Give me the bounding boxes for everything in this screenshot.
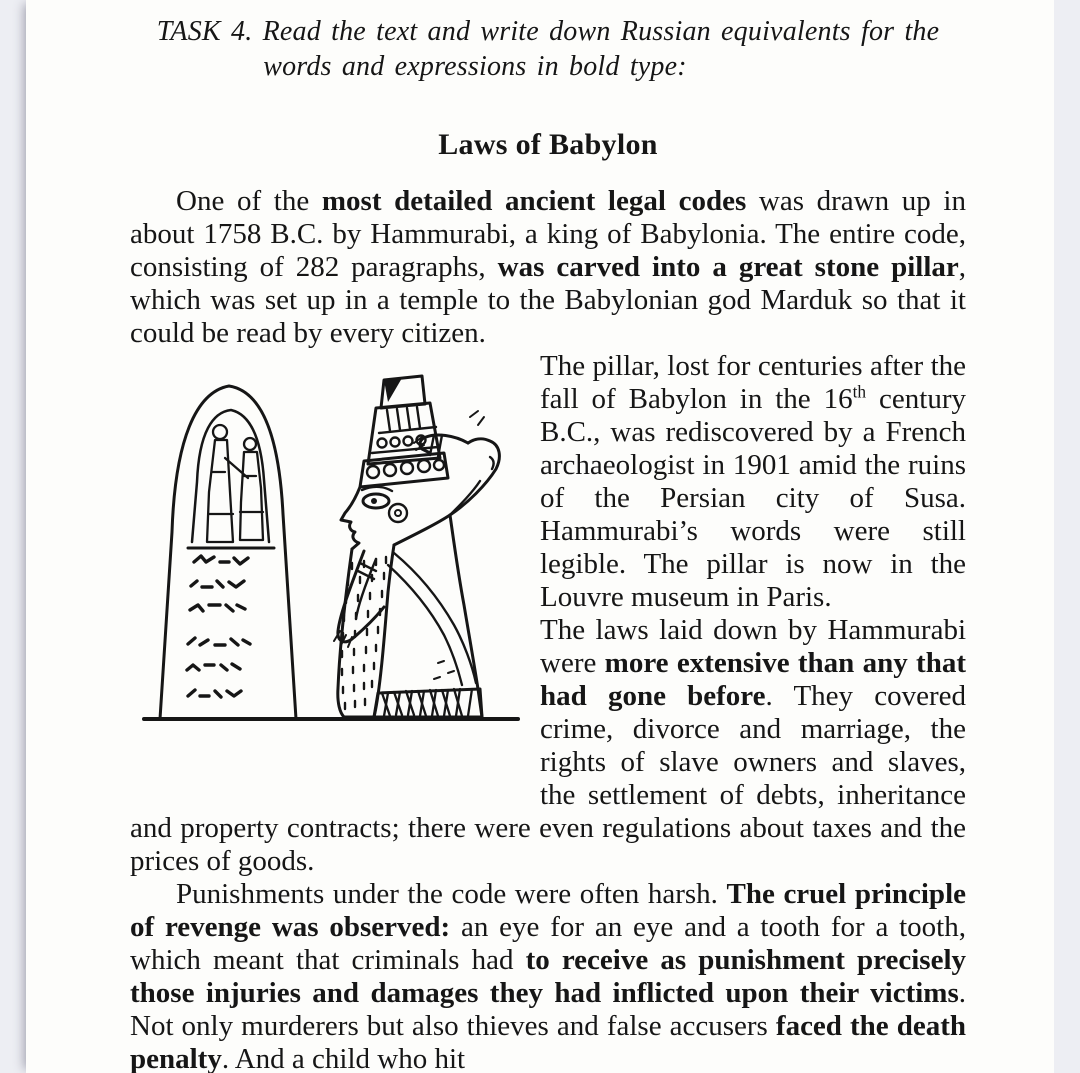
illustration-figure <box>130 350 540 780</box>
page-left-margin <box>0 0 26 1073</box>
text-segment: . And a child who hit <box>221 1043 466 1073</box>
document-page <box>26 0 1054 1073</box>
text-segment: was drawn up in about 1758 B.C. by Hammurabi, a king of Babylonia. The entire code, consisting of 282 paragraphs, <box>130 185 966 283</box>
text-segment: . They covered crime, divorce and marriage, the rights of slave owners and slaves, the settlement of debts, inheritance and property contracts; there were even regulations about taxes and the prices of goods. <box>130 680 966 877</box>
page-right-margin <box>1054 0 1080 1073</box>
bold-text-segment: faced the death penalty <box>130 1010 966 1073</box>
bold-text-segment: was carved into a great stone pillar <box>497 251 959 283</box>
task-instruction-line1: TASK 4. Read the text and write down Russian equivalents for the <box>156 16 940 47</box>
text-segment: th <box>852 381 867 402</box>
king-figure-drawing <box>334 376 499 717</box>
cuneiform-marks <box>187 556 250 697</box>
task-instruction <box>130 14 966 84</box>
bold-text-segment: more extensive than any that had gone before <box>540 647 966 712</box>
illustrated-section <box>130 350 966 878</box>
paragraph-intro <box>130 185 966 350</box>
text-segment: . Not only murderers but also thieves and false accusers <box>130 977 966 1042</box>
text-segment: an eye for an eye and a tooth for a tooth, which meant that criminals had <box>130 911 966 976</box>
article-title: Laws of Babylon <box>438 128 658 161</box>
text-segment: Punishments under the code were often harsh. <box>176 878 727 910</box>
text-segment: , which was set up in a temple to the Babylonian god Marduk so that it could be read by every citizen. <box>130 251 966 349</box>
text-segment: The pillar, lost for centuries after the fall of Babylon in the 16 <box>540 350 966 415</box>
bold-text-segment: The cruel principle of revenge was observed: <box>130 878 966 943</box>
bold-text-segment: to receive as punishment precisely those injuries and damages they had inflicted upon their victims <box>130 944 966 1009</box>
task-instruction-line2: words and expressions in bold type: <box>263 51 687 82</box>
text-segment: century B.C., was rediscovered by a French archaeologist in 1901 amid the ruins of the Persian city of Susa. Hammurabi’s words were still legible. The pillar is now in the Louvre museum in Paris. <box>540 383 966 613</box>
text-segment: One of the <box>176 185 322 217</box>
bold-text-segment: most detailed ancient legal codes <box>321 185 747 217</box>
hammurabi-stele-illustration <box>136 372 526 728</box>
paragraph-punishments <box>130 878 966 1073</box>
stele-drawing <box>160 386 296 719</box>
text-segment: The laws laid down by Hammurabi were <box>540 614 966 679</box>
